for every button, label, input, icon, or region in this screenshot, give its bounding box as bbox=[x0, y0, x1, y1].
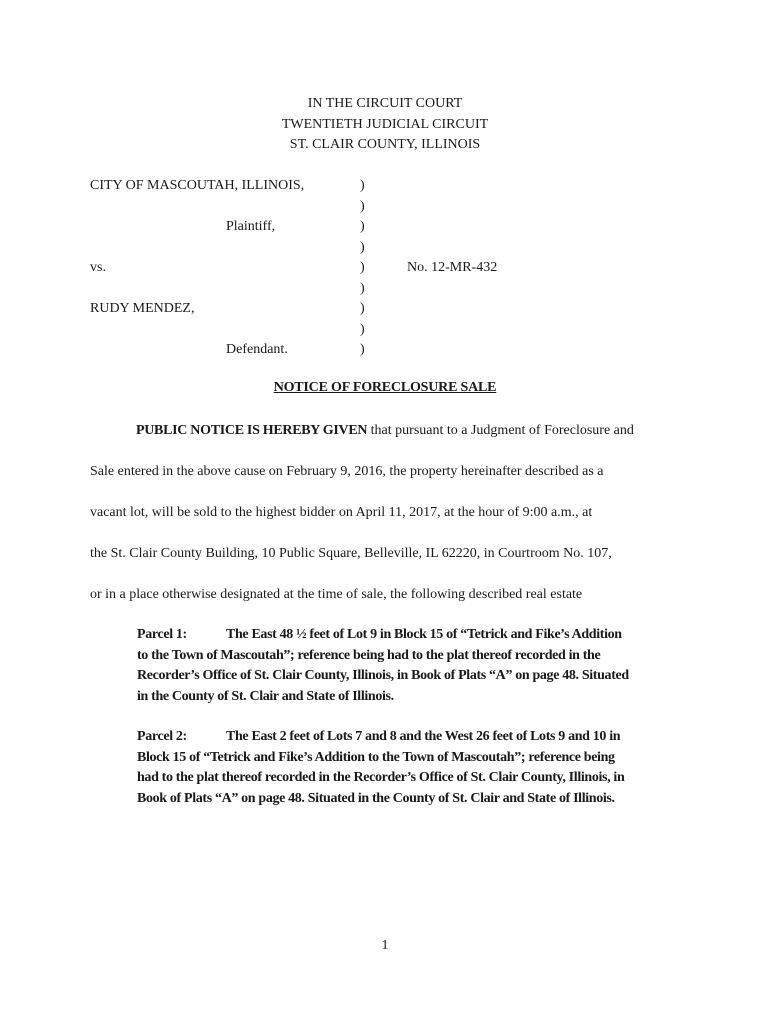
defendant-role: Defendant. bbox=[226, 342, 288, 357]
parcel-line bbox=[137, 625, 682, 646]
parcel-text: The East 2 feet of Lots 7 and 8 and the West 26 feet of Lots 9 and 10 in bbox=[226, 729, 621, 744]
parcel-label: Parcel 2: bbox=[137, 729, 187, 744]
body-line-3: vacant lot, will be sold to the highest bidder on April 11, 2017, at the hour of 9:00 a.m., at bbox=[90, 505, 593, 520]
judicial-circuit: TWENTIETH JUDICIAL CIRCUIT bbox=[281, 116, 489, 132]
body-line-5: or in a place otherwise designated at the time of sale, the following described real estate bbox=[90, 587, 583, 602]
caption-paren: ) bbox=[360, 301, 365, 316]
court-header bbox=[0, 94, 770, 156]
defendant-name: RUDY MENDEZ, bbox=[90, 301, 195, 316]
caption-paren: ) bbox=[360, 280, 365, 296]
caption-paren: ) bbox=[360, 178, 365, 193]
parcel-line: Block 15 of “Tetrick and Fike’s Addition to the Town of Mascoutah”; reference being bbox=[137, 749, 615, 765]
caption-paren: ) bbox=[360, 260, 365, 275]
parcel-line: Recorder’s Office of St. Clair County, Illinois, in Book of Plats “A” on page 48. Situated bbox=[137, 668, 629, 683]
plaintiff-role: Plaintiff, bbox=[226, 219, 276, 234]
parcel-line: in the County of St. Clair and State of Illinois. bbox=[137, 688, 394, 704]
parcel-line: Book of Plats “A” on page 48. Situated in the County of St. Clair and State of Illinois. bbox=[137, 790, 615, 806]
body-line-1-rest: that pursuant to a Judgment of Foreclosure and bbox=[367, 423, 634, 438]
court-name: IN THE CIRCUIT COURT bbox=[307, 96, 463, 111]
caption-paren: ) bbox=[360, 219, 365, 234]
parcel-line bbox=[137, 727, 682, 748]
body-line-1 bbox=[136, 421, 634, 441]
parcel-2 bbox=[137, 727, 682, 809]
notice-title: NOTICE OF FORECLOSURE SALE bbox=[273, 380, 497, 395]
page-number: 1 bbox=[381, 938, 389, 953]
body-line-4: the St. Clair County Building, 10 Public Square, Belleville, IL 62220, in Courtroom No. 107, bbox=[90, 546, 612, 561]
public-notice-lead: PUBLIC NOTICE IS HEREBY GIVEN bbox=[136, 423, 368, 438]
case-number: No. 12-MR-432 bbox=[407, 260, 498, 275]
parcel-1 bbox=[137, 625, 682, 707]
caption-paren: ) bbox=[360, 239, 365, 255]
plaintiff-name: CITY OF MASCOUTAH, ILLINOIS, bbox=[90, 178, 305, 193]
parcel-line: to the Town of Mascoutah”; reference being had to the plat thereof recorded in the bbox=[137, 647, 601, 663]
caption-paren: ) bbox=[360, 342, 365, 357]
parcel-label: Parcel 1: bbox=[137, 627, 187, 642]
case-caption bbox=[90, 176, 690, 366]
caption-paren: ) bbox=[360, 321, 365, 337]
parcel-line: had to the plat thereof recorded in the Recorder’s Office of St. Clair County, Illinois, in bbox=[137, 770, 625, 785]
body-line-2: Sale entered in the above cause on February 9, 2016, the property hereinafter described as a bbox=[90, 464, 604, 479]
versus-label: vs. bbox=[90, 260, 106, 275]
parcel-text: The East 48 ½ feet of Lot 9 in Block 15 of “Tetrick and Fike’s Addition bbox=[226, 627, 622, 642]
county-state: ST. CLAIR COUNTY, ILLINOIS bbox=[289, 137, 481, 152]
caption-paren: ) bbox=[360, 198, 365, 214]
